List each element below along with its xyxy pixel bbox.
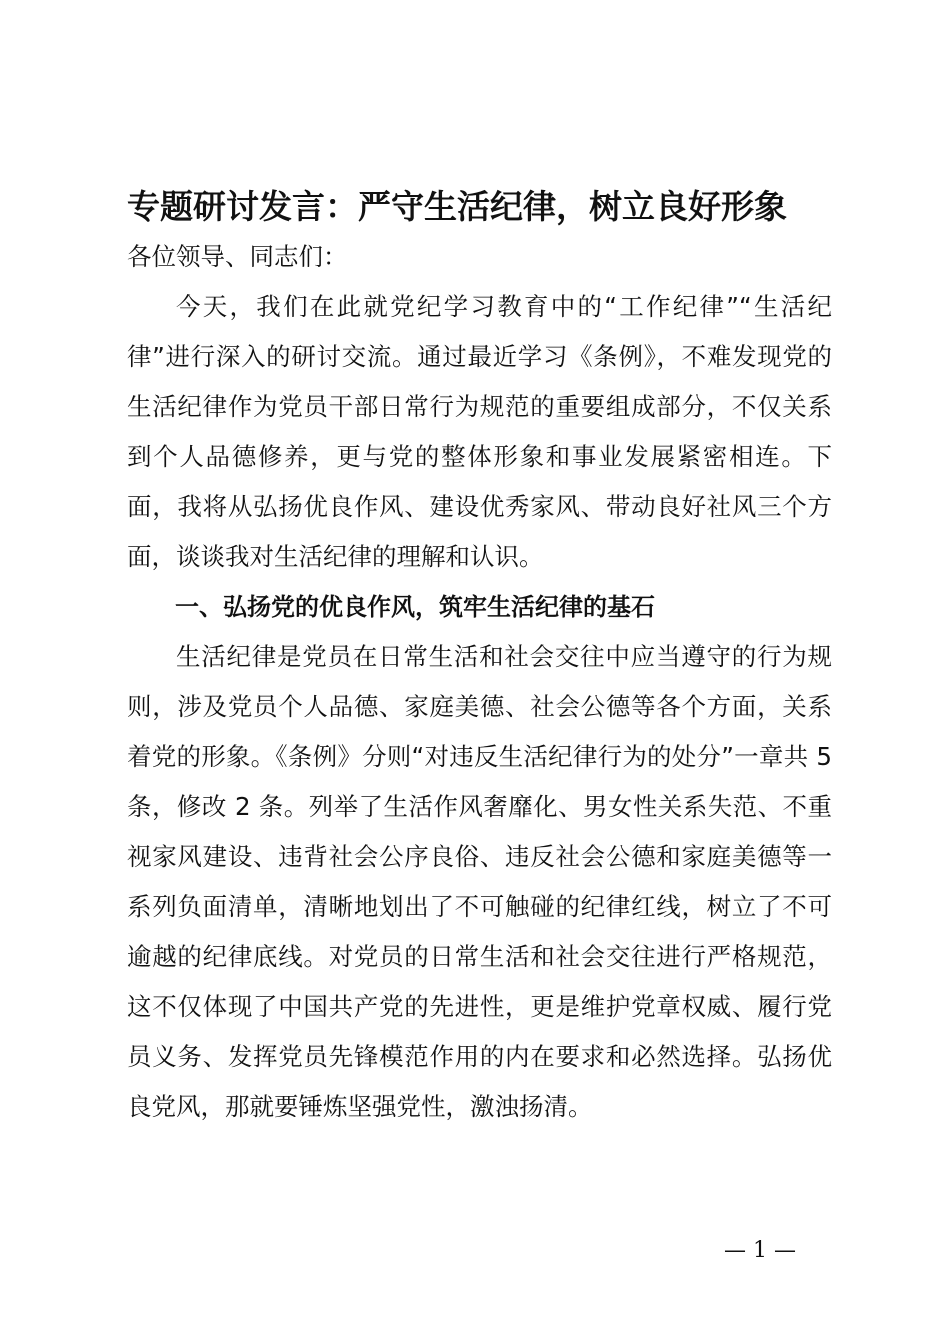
document-body xyxy=(127,182,832,1132)
section-1-paragraph: 生活纪律是党员在日常生活和社会交往中应当遵守的行为规则，涉及党员个人品德、家庭美德、社会公德等各个方面，关系着党的形象。《条例》分则“对违反生活纪律行为的处分”一章共 5 条，修改 2 条。列举了生活作风奢靡化、男女性关系失范、不重视家风建设、违背社会公序良俗、违反社会公德和家庭美德等一系列负面清单，清晰地划出了不可触碰的纪律红线，树立了不可逾越的纪律底线。对党员的日常生活和社会交往进行严格规范，这不仅体现了中国共产党的先进性，更是维护党章权威、履行党员义务、发挥党员先锋模范作用的内在要求和必然选择。弘扬优良党风，那就要锤炼坚强党性，激浊扬清。 xyxy=(127,642,832,1121)
section-1-heading: 一、弘扬党的优良作风，筑牢生活纪律的基石 xyxy=(175,593,655,621)
document-title: 专题研讨发言：严守生活纪律，树立良好形象 xyxy=(127,187,787,226)
salutation: 各位领导、同志们： xyxy=(127,242,348,271)
intro-paragraph: 今天，我们在此就党纪学习教育中的“工作纪律”“生活纪律”进行深入的研讨交流。通过最近学习《条例》，不难发现党的生活纪律作为党员干部日常行为规范的重要组成部分，不仅关系到个人品德修养，更与党的整体形象和事业发展紧密相连。下面，我将从弘扬优良作风、建设优秀家风、带动良好社风三个方面，谈谈我对生活纪律的理解和认识。 xyxy=(127,292,832,571)
page-number: — 1 — xyxy=(724,1238,796,1263)
